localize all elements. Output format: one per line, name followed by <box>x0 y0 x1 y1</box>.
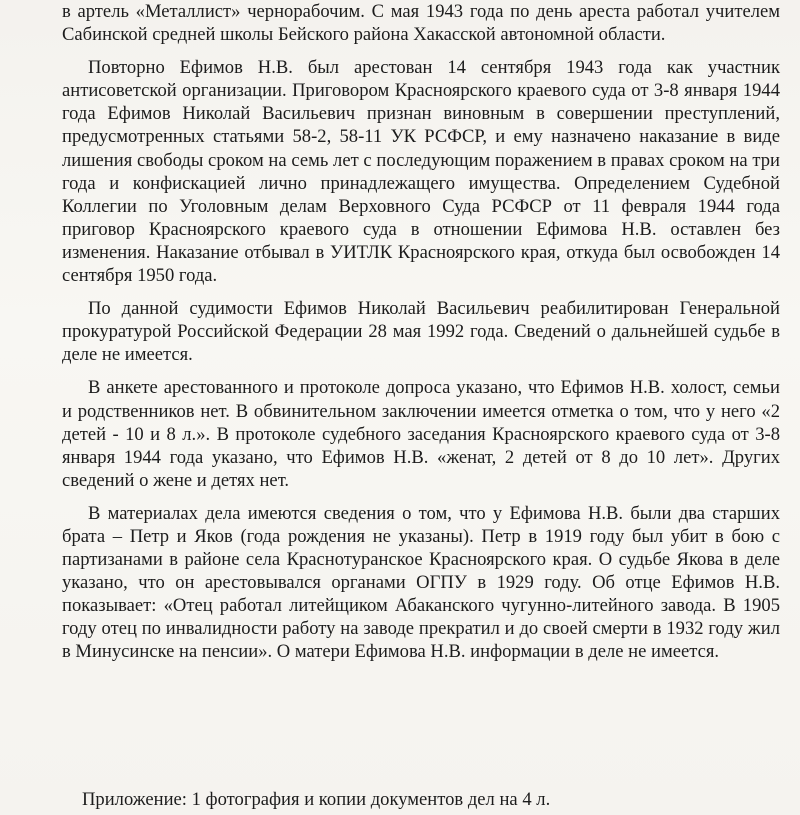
document-body <box>62 0 780 664</box>
paragraph-1: в артель «Металлист» чернорабочим. С мая 1943 года по день ареста работал учителем Сабинской средней школы Бейского района Хакасской автономной области. <box>62 1 780 46</box>
paragraph-3: По данной судимости Ефимов Николай Васильевич реабилитирован Генеральной прокуратурой Российской Федерации 28 мая 1992 года. Сведений о дальнейшей судьбе в деле не имеется. <box>62 298 780 366</box>
paragraph-4: В анкете арестованного и протоколе допроса указано, что Ефимов Н.В. холост, семьи и родственников нет. В обвинительном заключении имеется отметка о том, что у него «2 детей - 10 и 8 л.». В протоколе судебного заседания Красноярского краевого суда от 3-8 января 1944 года указано, что Ефимов Н.В. «женат, 2 детей от 8 до 10 лет». Других сведений о жене и детях нет. <box>62 377 780 491</box>
paragraph-5: В материалах дела имеются сведения о том, что у Ефимова Н.В. были два старших брата – Петр и Яков (года рождения не указаны). Петр в 1919 году был убит в бою с партизанами в районе села Краснотуранское Красноярского края. О судьбе Якова в деле указано, что он арестовывался органами ОГПУ в 1929 году. Об отце Ефимов Н.В. показывает: «Отец работал литейщиком Абаканского чугунно-литейного завода. В 1905 году отец по инвалидности работу на заводе прекратил и до своей смерти в 1932 году жил в Минусинске на пенсии». О матери Ефимова Н.В. информации в деле не имеется. <box>62 502 780 663</box>
paragraph-2: Повторно Ефимов Н.В. был арестован 14 сентября 1943 года как участник антисоветской организации. Приговором Красноярского краевого суда от 3-8 января 1944 года Ефимов Николай Васильевич признан виновным в совершении преступлений, предусмотренных статьями 58-2, 58-11 УК РСФСР, и ему назначено наказание в виде лишения свободы сроком на семь лет с последующим поражением в правах сроком на три года и конфискацией лично принадлежащего имущества. Определением Судебной Коллегии по Уголовным делам Верховного Суда РСФСР от 11 февраля 1944 года приговор Красноярского краевого суда в отношении Ефимова Н.В. оставлен без изменения. Наказание отбывал в УИТЛК Красноярского края, откуда был освобожден 14 сентября 1950 года. <box>62 57 780 287</box>
appendix-note: Приложение: 1 фотография и копии документов дел на 4 л. <box>82 789 551 810</box>
